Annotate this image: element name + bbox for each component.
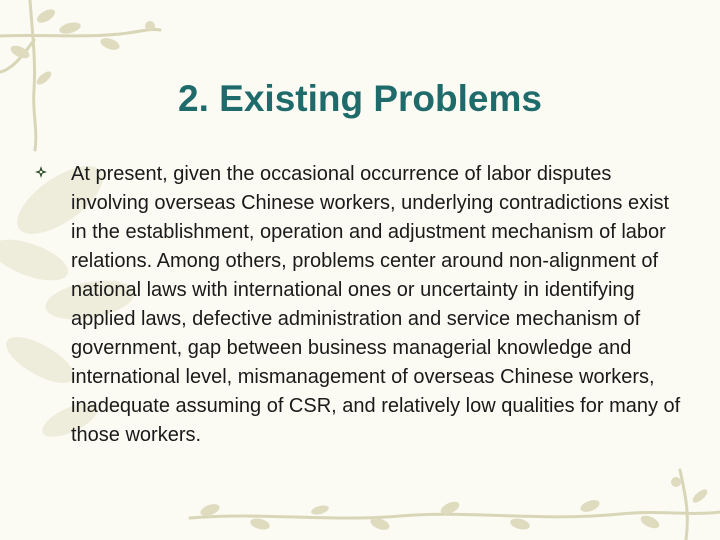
bullet-body-text: At present, given the occasional occurrence of labor disputes involving overseas Chinese workers, underlying contradictions exist in the establishment, operation and adjustment mechanism of labor relations. Among others, problems center around non-alignment of national laws with international ones or uncertainty in identifying applied laws, defective administration and service mechanism of government, gap between business managerial knowledge and international level, mismanagement of overseas Chinese workers, inadequate assuming of CSR, and relatively low qualities for many of those workers.: [71, 163, 681, 446]
slide-title: 2. Existing Problems: [178, 78, 542, 119]
diamond-flourish-bullet-icon: [34, 165, 48, 179]
